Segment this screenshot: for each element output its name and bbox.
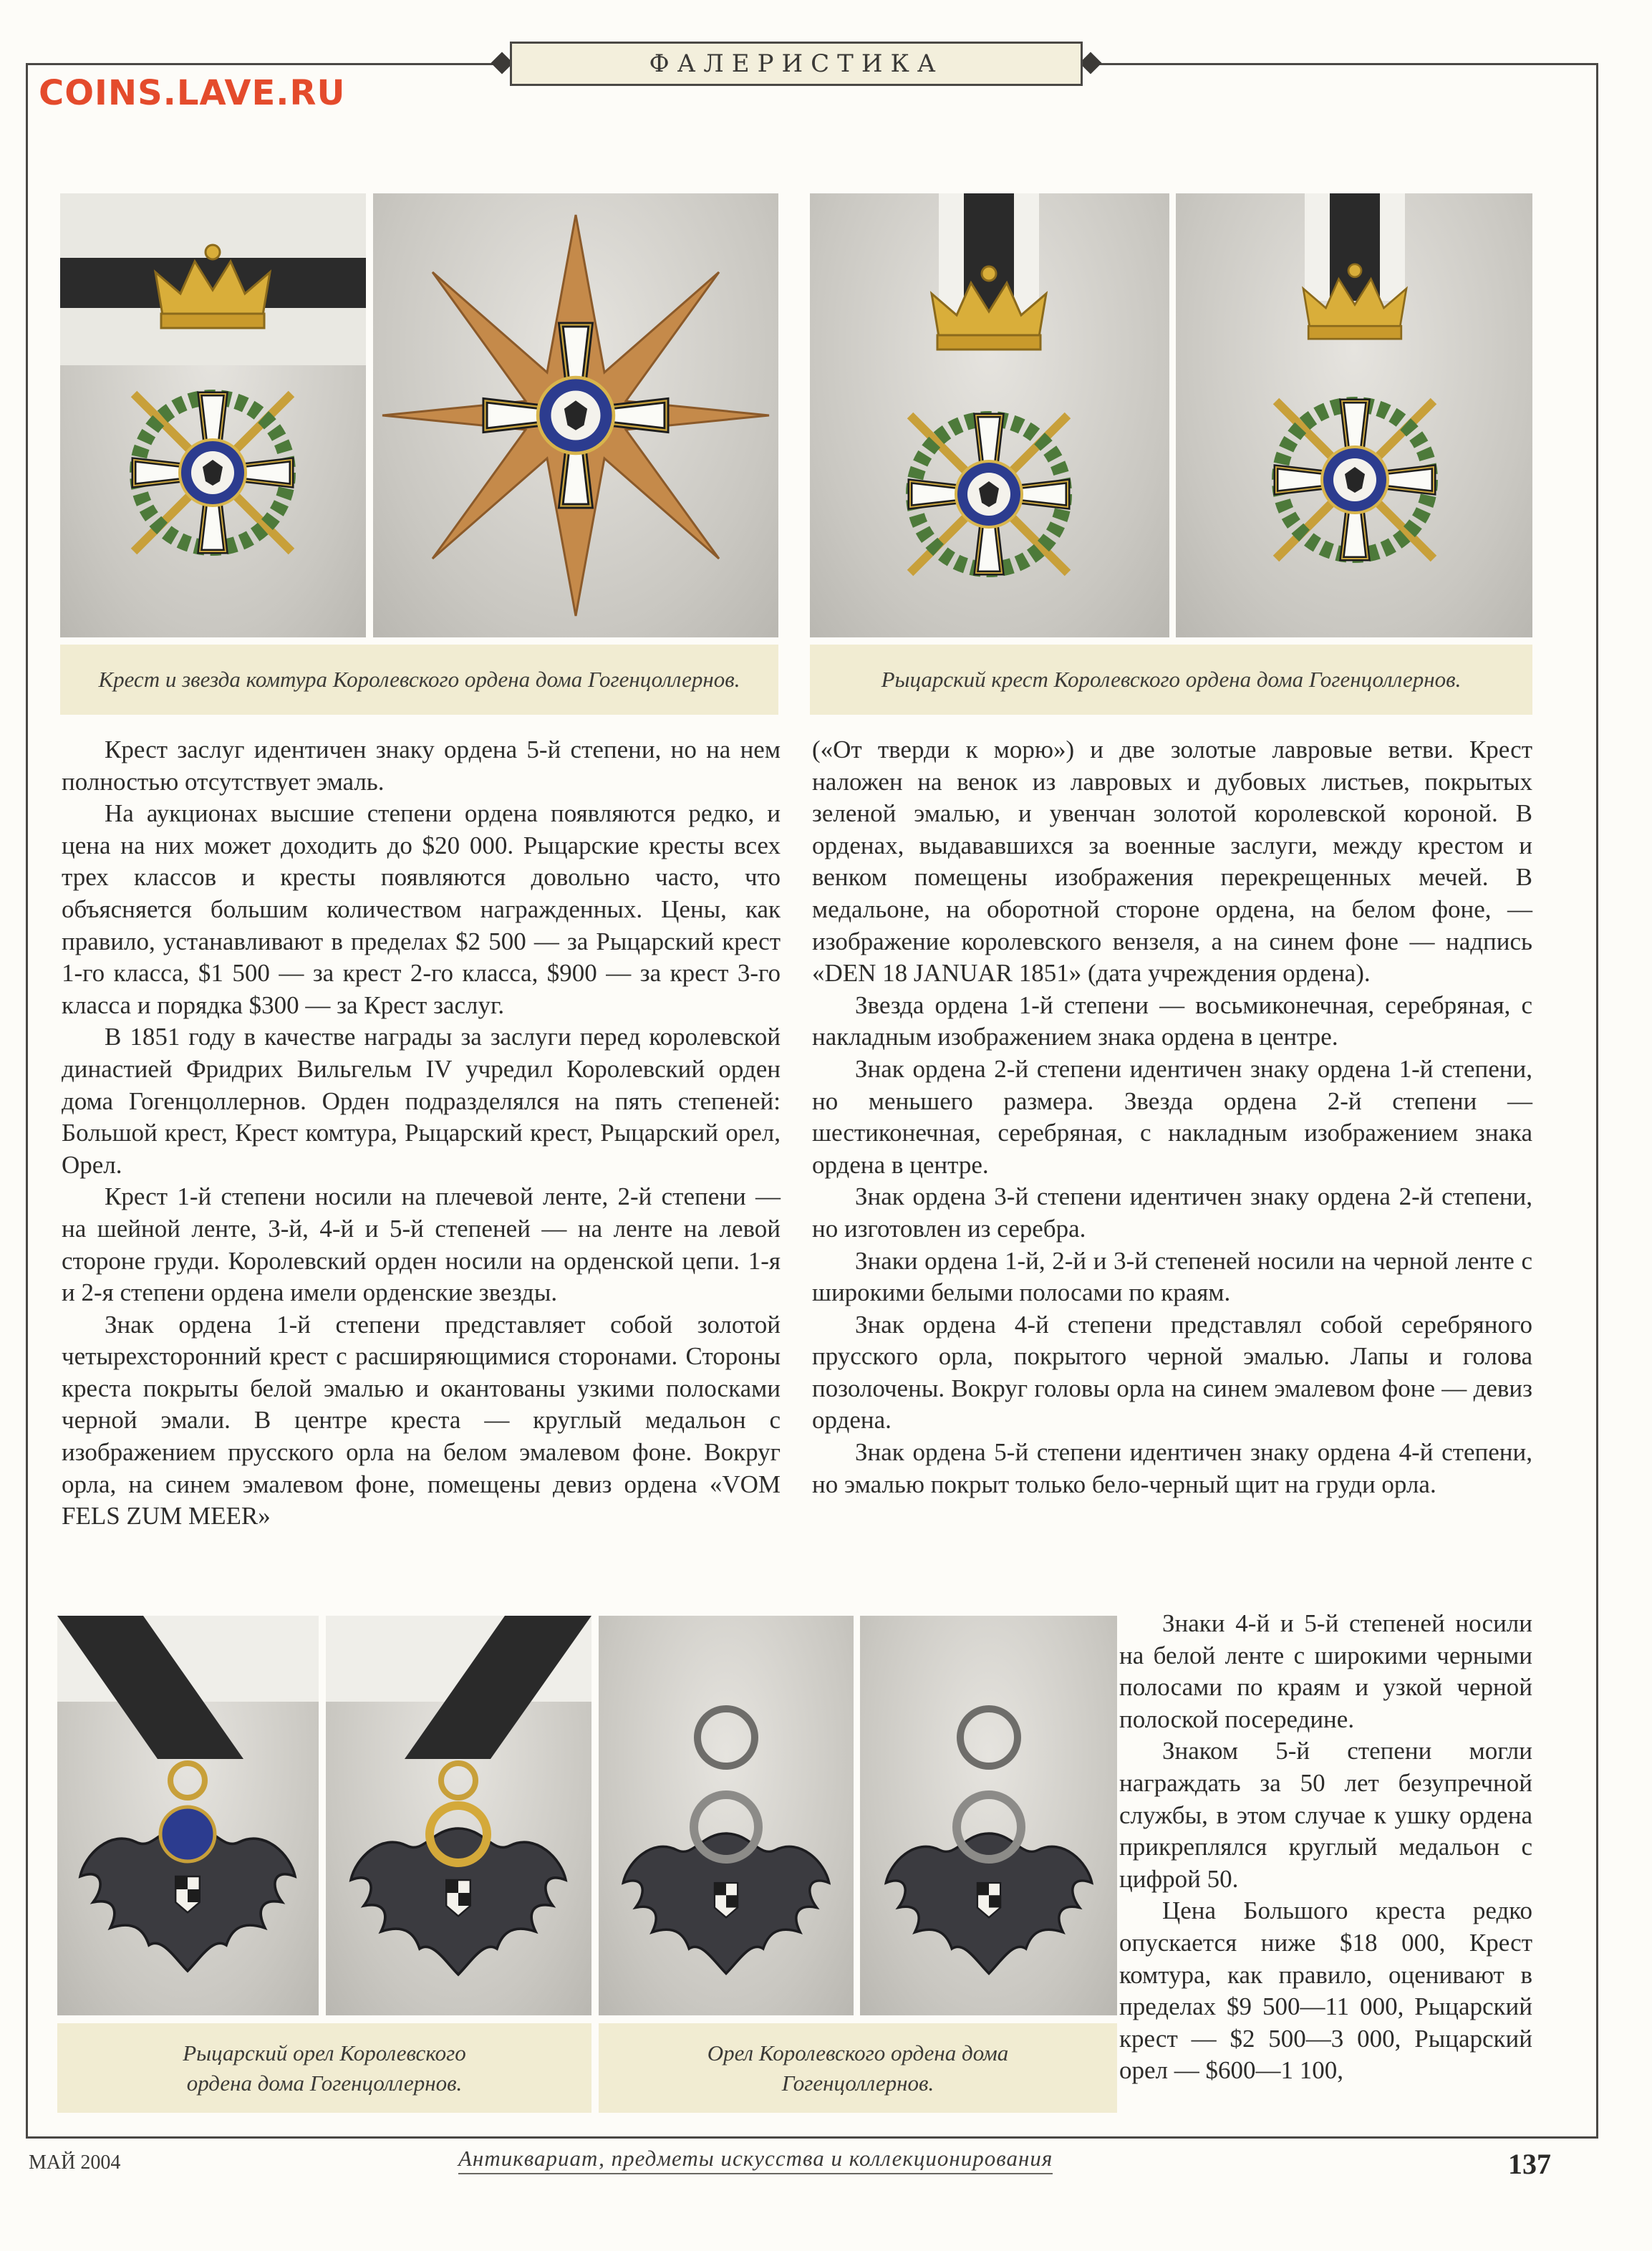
photo-knight-eagle-reverse (326, 1616, 591, 2015)
text-column-left (62, 734, 781, 1533)
eagle-icon (57, 1616, 319, 2015)
text-column-bottom-right (1119, 1608, 1532, 2087)
paragraph: Знаки ордена 1-й, 2-й и 3-й степеней носили на черной ленте с широкими белыми полосами по краям. (812, 1246, 1532, 1307)
crown-cross-icon (60, 193, 366, 637)
issue-date: МАЙ 2004 (29, 2151, 121, 2174)
caption-top-right-text: Рыцарский крест Королевского ордена дома Гогенцоллернов. (881, 667, 1462, 692)
paragraph: Знаки 4-й и 5-й степеней носили на белой ленте с широкими черными полосами по краям и узкой черной полоской посередине. (1119, 1609, 1532, 1733)
photo-knight-cross-front (810, 193, 1169, 637)
paragraph: На аукционах высшие степени ордена появляются редко, и цена на них может доходить до $20 000. Рыцарские кресты всех трех классов и кресты появляются довольно часто, что объясняется большим количеством награжденных. Цены, как правило, устанавливают в пределах $2 500 — за Рыцарский крест 1-го класса, $1 500 — за крест 2-го класса, $900 — за крест 3-го класса и порядка $300 — за Крест заслуг. (62, 799, 781, 1019)
paragraph: Знак ордена 4-й степени представлял собой серебряного прусского орла, покрытого черной эмалью. Лапы и голова позолочены. Вокруг головы орла на синем эмалевом фоне — девиз ордена. (812, 1310, 1532, 1435)
paragraph: Знак ордена 5-й степени идентичен знаку ордена 4-й степени, но эмалью покрыт только бело-черный щит на груди орла. (812, 1438, 1532, 1498)
page-number: 137 (1508, 2148, 1551, 2180)
crown-cross-icon (810, 193, 1169, 637)
text-column-right (812, 734, 1532, 1500)
paragraph: Знаком 5-й степени могли награждать за 50 лет безупречной службы, в этом случае к ушку ордена прикреплялся круглый медальон с цифрой 50. (1119, 1737, 1532, 1893)
paragraph: Крест 1-й степени носили на плечевой ленте, 2-й степени — на шейной ленте, 3-й, 4-й и 5-й степеней — на ленте на левой стороне груди. Королевский орден носили на орденской цепи. 1-я и 2-я степени ордена имели орденские звезды. (62, 1182, 781, 1307)
paragraph: Крест заслуг идентичен знаку ордена 5-й степени, но на нем полностью отсутствует эмаль. (62, 736, 781, 796)
photo-commander-star (373, 193, 778, 637)
eagle-icon (326, 1616, 591, 2015)
caption-bottom-left-text: Рыцарский орел Королевского ордена дома Гогенцоллернов. (183, 2040, 466, 2096)
caption-bottom-right-text: Орел Королевского ордена дома Гогенцоллернов. (707, 2040, 1009, 2096)
crown-cross-icon (1176, 193, 1532, 637)
eagle-icon (599, 1616, 854, 2015)
watermark: COINS.LAVE.RU (39, 73, 346, 113)
paragraph: Знак ордена 1-й степени представляет собой золотой четырехсторонний крест с расширяющимися сторонами. Стороны креста покрыты белой эмалью и окантованы узкими полосками черной эмали. В центре креста — круглый медальон с изображением прусского орла на белом эмалевом фоне. Вокруг орла, на синем эмалевом фоне, помещены девиз ордена «VOM FELS ZUM MEER» (62, 1310, 781, 1531)
photo-commander-cross (60, 193, 366, 637)
paragraph: Звезда ордена 1-й степени — восьмиконечная, серебряная, с накладным изображением знака ордена в центре. (812, 990, 1532, 1051)
photo-eagle-front (599, 1616, 854, 2015)
section-title: ФАЛЕРИСТИКА (649, 49, 944, 78)
paragraph: («От тверди к морю») и две золотые лавровые ветви. Крест наложен на венок из лавровых и дубовых листьев, покрытых зеленой эмалью, и увенчан золотой королевской короной. В орденах, выдававшихся за военные заслуги, между крестом и венком помещены изображения перекрещенных мечей. В медальоне, на оборотной стороне ордена, на белом фоне, — изображение королевского вензеля, а на синем фоне — надпись «DEN 18 JANUAR 1851» (дата учреждения ордена). (812, 736, 1532, 988)
caption-bottom-right (599, 2023, 1117, 2113)
paragraph: Знак ордена 2-й степени идентичен знаку ордена 1-й степени, но меньшего размера. Звезда ордена 2-й степени — шестиконечная, серебряная, с накладным изображением знака ордена в центре. (812, 1054, 1532, 1179)
paragraph: Цена Большого креста редко опускается ниже $18 000, Крест комтура, как правило, оценивают в пределах $9 500—11 000, Рыцарский крест — $2 500—3 000, Рыцарский орел — $600—1 100, (1119, 1896, 1532, 2085)
caption-top-left (60, 645, 778, 715)
star-icon (373, 193, 778, 637)
caption-bottom-left (57, 2023, 591, 2113)
photo-eagle-reverse (860, 1616, 1117, 2015)
eagle-icon (860, 1616, 1117, 2015)
photo-knight-eagle-front (57, 1616, 319, 2015)
photo-knight-cross-reverse (1176, 193, 1532, 637)
paragraph: В 1851 году в качестве награды за заслуги перед королевской династией Фридрих Вильгельм IV учредил Королевский орден дома Гогенцоллернов. Орден подразделялся на пять степеней: Большой крест, Крест комтура, Рыцарский крест, Рыцарский орел, Орел. (62, 1023, 781, 1179)
section-header (510, 42, 1083, 86)
magazine-title: Антиквариат, предметы искусства и коллекционирования (458, 2146, 1053, 2174)
paragraph: Знак ордена 3-й степени идентичен знаку ордена 2-й степени, но изготовлен из серебра. (812, 1182, 1532, 1243)
caption-top-right (810, 645, 1532, 715)
caption-top-left-text: Крест и звезда комтура Королевского ордена дома Гогенцоллернов. (98, 667, 740, 692)
